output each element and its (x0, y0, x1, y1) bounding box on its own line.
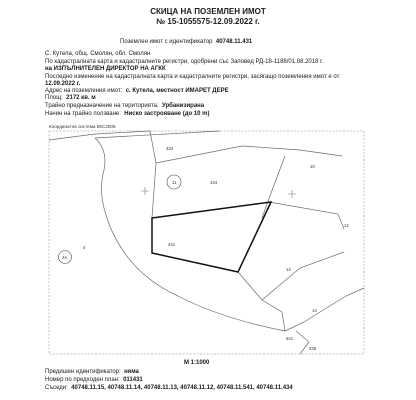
area-value: 2172 кв. м (66, 95, 96, 101)
document-title: СКИЦА НА ПОЗЕМЛЕН ИМОТ (150, 7, 266, 16)
previous-identifier-line (45, 369, 139, 375)
parcel-label-4: 4 (83, 245, 86, 250)
identifier-label: Поземлен имот с идентификатор (120, 39, 213, 45)
neighbours-value: 40748.11.15, 40748.11.14, 40748.11.13, 40748.11.12, 40748.11.541, 40748.11.434 (71, 385, 293, 391)
parcel-label-11: 11 (172, 180, 177, 185)
coordinate-system-label: Координатна система ККС2005 (49, 124, 116, 129)
purpose-label: Трайно предназначение на територията: (45, 103, 159, 109)
identifier-value: 40748.11.431 (215, 39, 253, 45)
previous-identifier-label: Предишен идентификатор: (45, 369, 121, 375)
cross-mark (288, 190, 296, 198)
boundary-line (269, 202, 344, 229)
area-label: Площ: (45, 95, 63, 101)
plan-number-line (45, 377, 143, 383)
boundary-line (156, 146, 342, 163)
boundary-line (285, 288, 364, 331)
boundary-line (95, 131, 220, 138)
plan-number-label: Номер по предходен план: (45, 377, 120, 383)
boundary-line (296, 331, 309, 354)
approval-line-1: По кадастралната карта и кадастралните регистри, одобрени със Заповед РД-18-1188/01.08.2018 г. (45, 59, 324, 65)
parcel-label-433: 433 (166, 146, 174, 151)
last-change-line-2: 12.09.2022 г. (45, 81, 81, 87)
parcel-label-12: 12 (344, 223, 349, 228)
map-scale: М 1:1000 (184, 360, 210, 366)
neighbours-line (45, 385, 293, 391)
parcel-label-14: 14 (312, 308, 317, 313)
subject-parcel-431 (152, 202, 271, 272)
address-value: с. Кутела, местност ИМАРЕТ ДЕРЕ (125, 88, 229, 94)
parcel-label-10: 10 (310, 164, 315, 169)
parcel-label-236: 236 (309, 346, 317, 351)
last-change-line-1: Последно изменение на кадастралната карта и кадастралните регистри, засягащо поземления имот е от (45, 74, 340, 80)
use-value: Ниско застрояване (до 10 m) (124, 111, 210, 117)
boundary-line (150, 131, 156, 218)
boundary-line (262, 156, 285, 218)
parcel-label-24: 24 (62, 255, 67, 260)
approval-line-2: на ИЗПЪЛНИТЕЛЕН ДИРЕКТОР НА АГКК (45, 66, 166, 72)
sketch-number: № 15-1055575-12.09.2022 г. (156, 17, 260, 26)
map-frame (49, 131, 364, 354)
neighbour-boundaries (49, 131, 364, 354)
parcel-label-541: 541 (286, 336, 294, 341)
plan-number-value: 011431 (123, 377, 143, 383)
boundary-line (238, 272, 285, 331)
cross-mark (141, 187, 149, 195)
location-line: С. Кутела, общ. Смолян, обл. Смолян (45, 51, 151, 57)
use-label: Начин на трайно ползване: (45, 111, 121, 117)
parcel-label-434: 434 (210, 180, 218, 185)
previous-identifier-value: няма (124, 369, 139, 375)
purpose-value: Урбанизирана (161, 103, 205, 109)
parcel-label-13: 13 (286, 267, 291, 272)
address-label: Адрес на поземления имот: (45, 88, 123, 94)
parcel-label-431: 431 (168, 242, 176, 247)
boundary-line (262, 252, 344, 300)
neighbours-label: Съседи: (45, 385, 68, 391)
